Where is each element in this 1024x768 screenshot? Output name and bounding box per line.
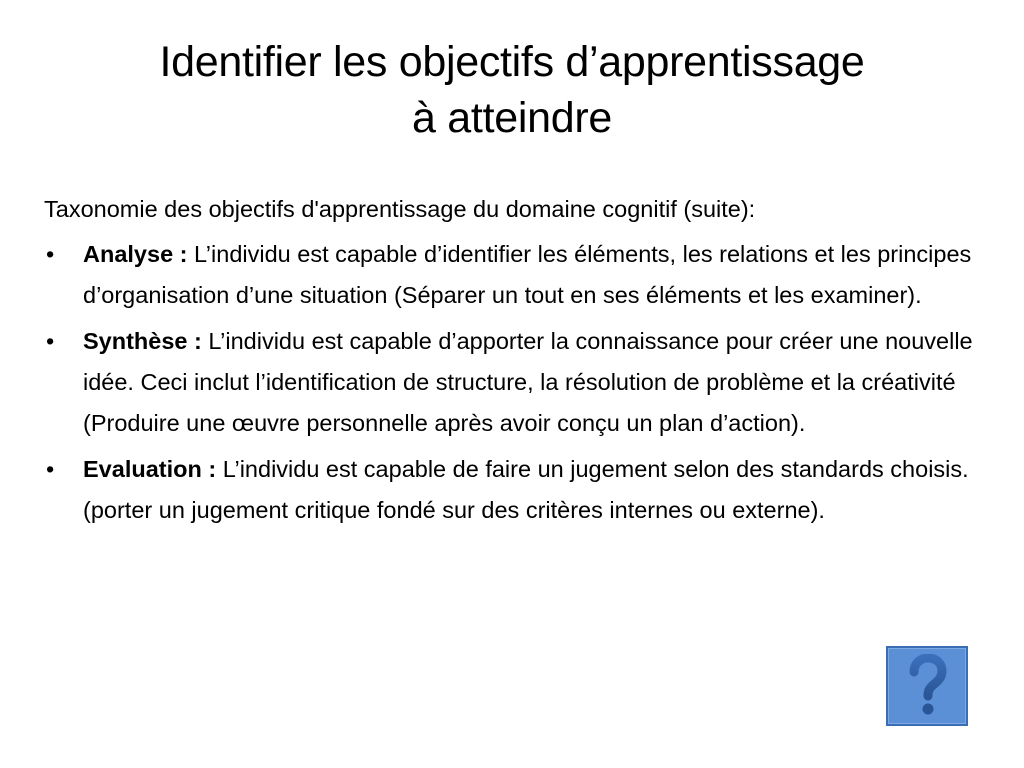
help-button[interactable] [886, 646, 968, 726]
bullet-item-evaluation [44, 449, 994, 531]
bullet-text: L’individu est capable de faire un jugement selon des standards choisis. (porter un jugement critique fondé sur des critères internes ou externe). [83, 456, 969, 523]
slide-title [40, 34, 984, 146]
bullet-marker: • [46, 328, 55, 354]
slide-title-line-1: Identifier les objectifs d’apprentissage [159, 38, 865, 86]
intro-text: Taxonomie des objectifs d'apprentissage du domaine cognitif (suite): [44, 196, 756, 222]
bullet-item-synthese [44, 321, 994, 444]
bullet-marker: • [46, 456, 55, 482]
question-mark-icon [902, 654, 952, 718]
bullet-text: L’individu est capable d’apporter la connaissance pour créer une nouvelle idée. Ceci inclut l’identification de structure, la résolution de problème et la créativité (Produire une œuvre personnelle après avoir conçu un plan d’action). [83, 328, 973, 436]
bullet-item-analyse [44, 234, 994, 316]
bullet-list [44, 234, 994, 536]
bullet-term: Analyse : [83, 241, 188, 267]
bullet-term: Evaluation : [83, 456, 217, 482]
bullet-term: Synthèse : [83, 328, 202, 354]
bullet-marker: • [46, 241, 55, 267]
slide-title-line-2: à atteindre [412, 94, 612, 142]
bullet-text: L’individu est capable d’identifier les éléments, les relations et les principes d’organisation d’une situation (Séparer un tout en ses éléments et les examiner). [83, 241, 972, 308]
